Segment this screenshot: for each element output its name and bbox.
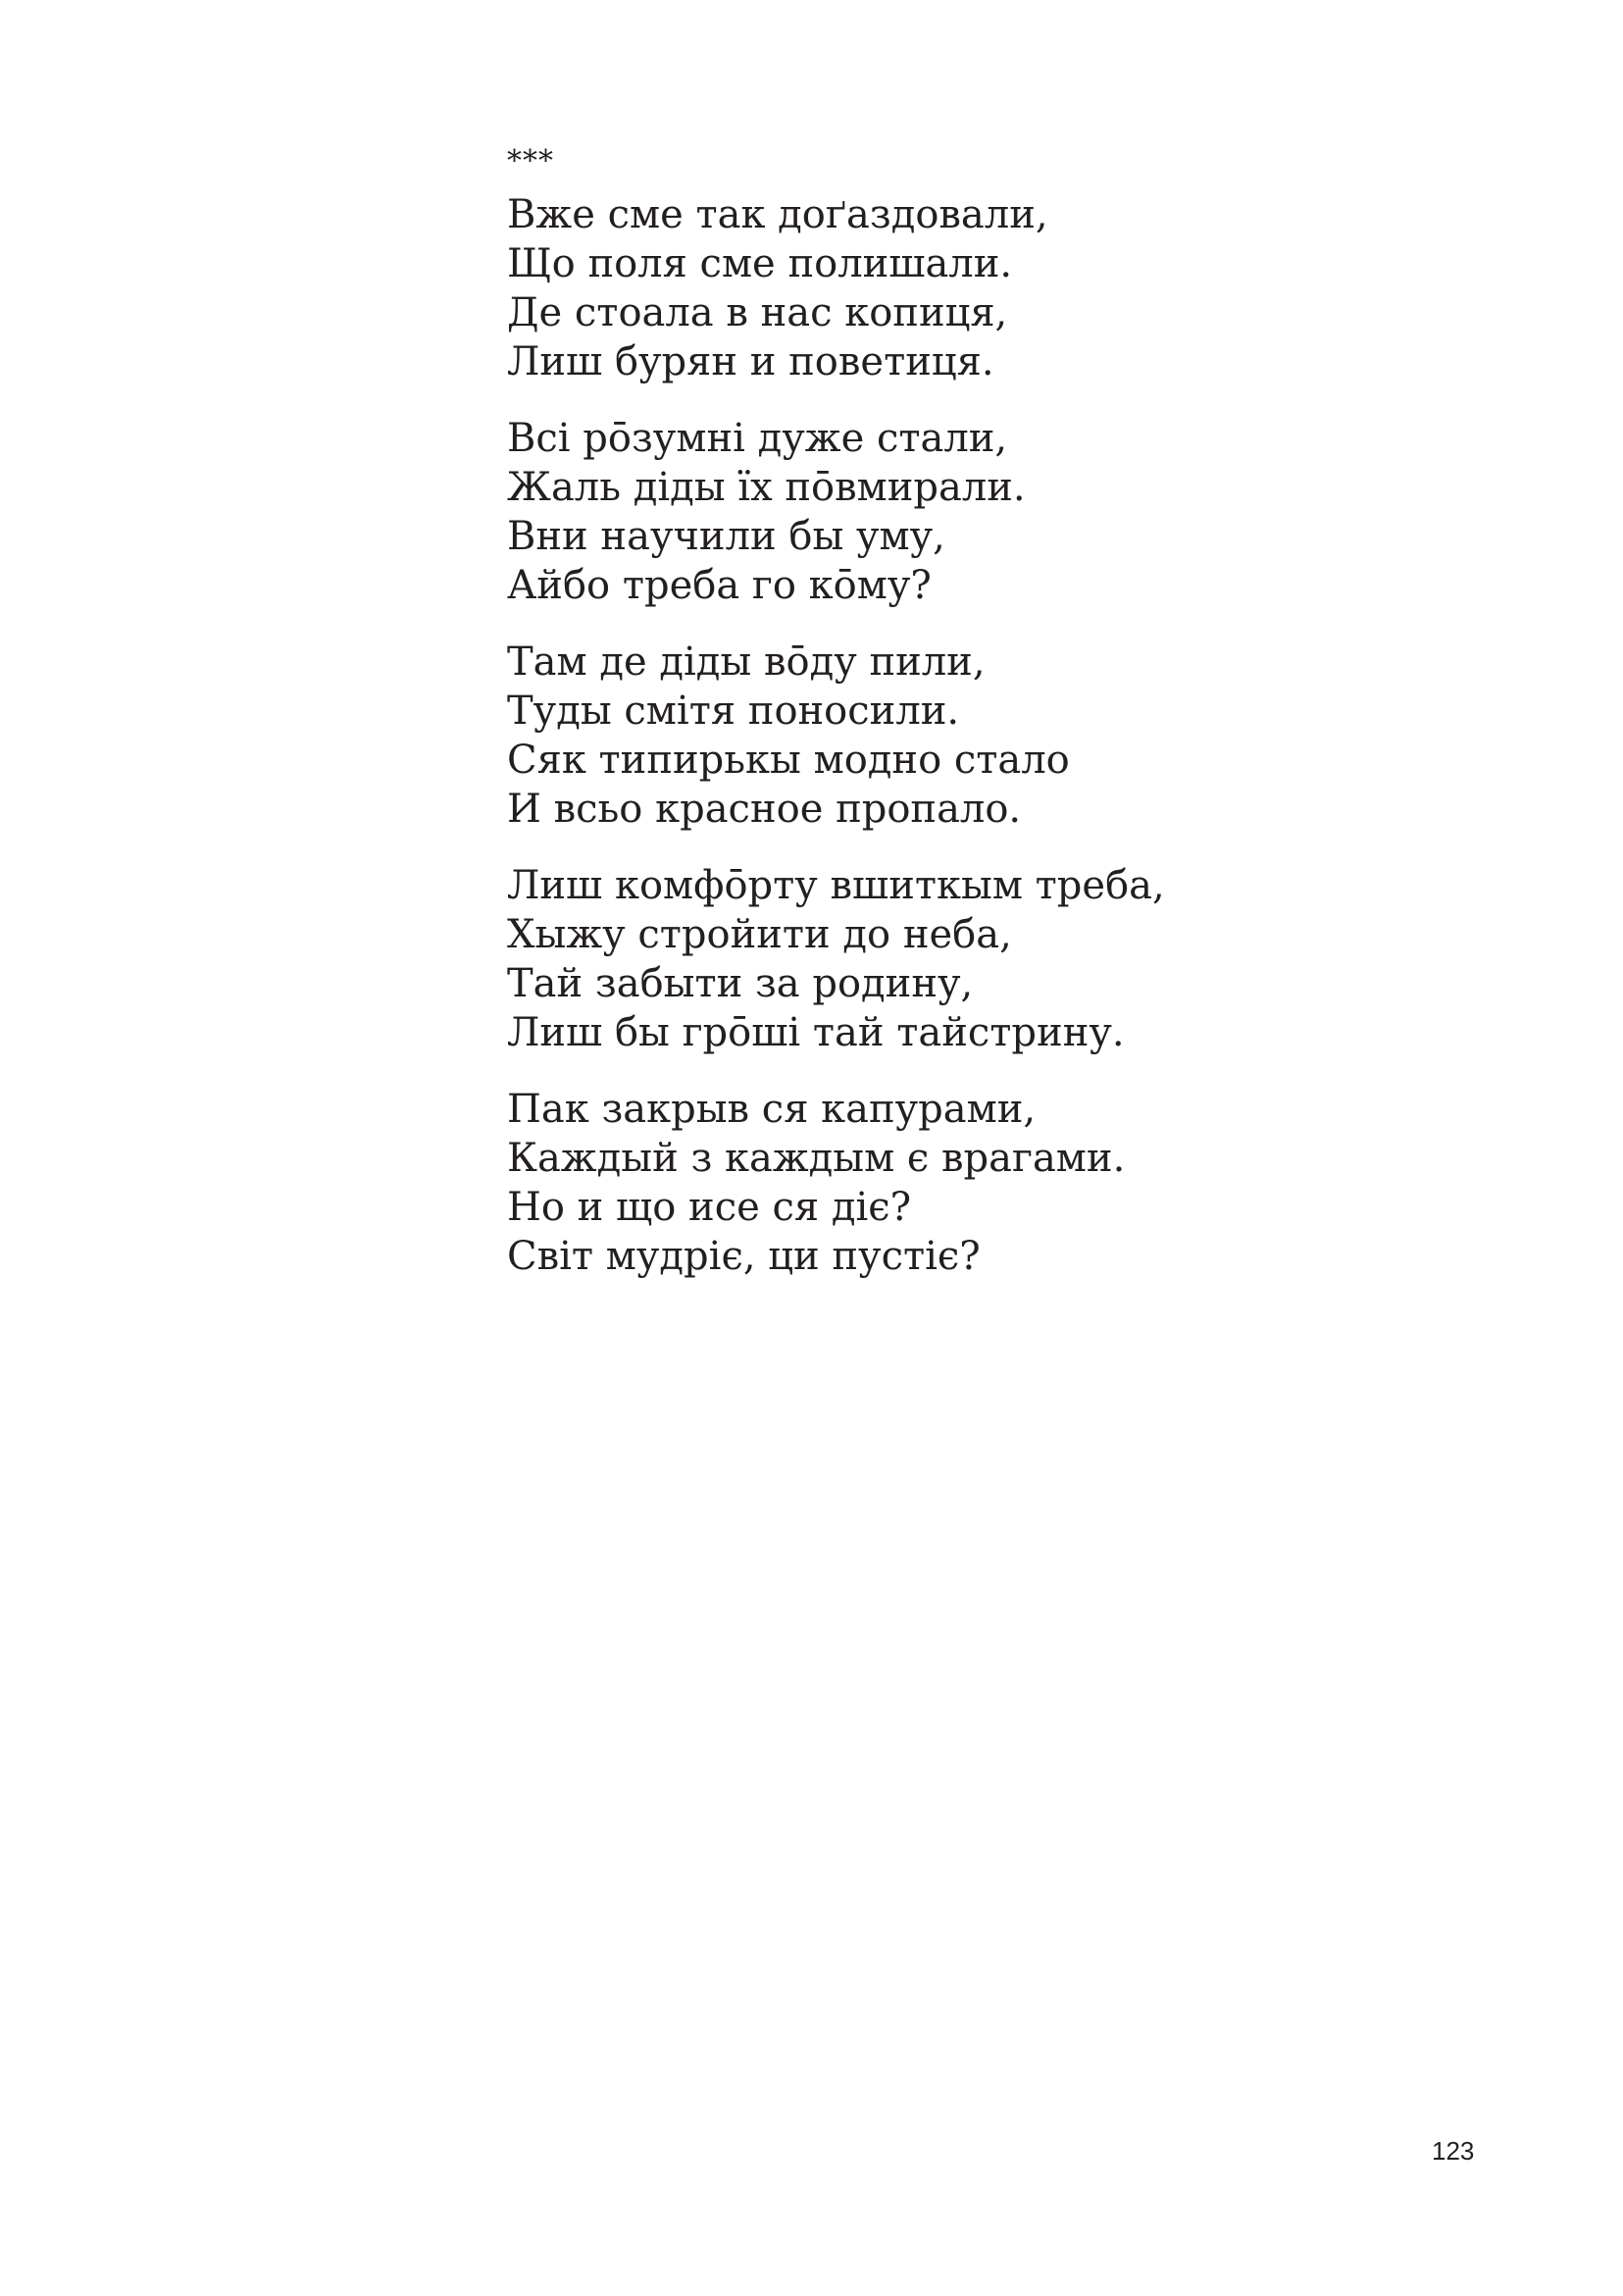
poem-line: Вни научили бы уму, [507, 514, 945, 559]
poem-line: Айбо треба го кōму? [507, 563, 932, 608]
poem-line: Що поля сме полишали. [507, 241, 1013, 286]
poem-line: Де стоала в нас копиця, [507, 290, 1008, 335]
poem-separator: *** [507, 144, 554, 179]
poem-line: Пак закрыв ся капурами, [507, 1087, 1037, 1132]
poem-line: Там де діды вōду пили, [507, 639, 986, 685]
poem-line: И всьо красное пропало. [507, 787, 1022, 832]
poem-line: Лиш комфōрту вшиткым треба, [507, 863, 1165, 908]
poem [507, 144, 1488, 1308]
stanza-5 [507, 1085, 1488, 1281]
poem-line: Но и що исе ся діє? [507, 1185, 912, 1230]
stanza-3 [507, 638, 1488, 834]
poem-line: Всі рōзумні дуже стали, [507, 416, 1008, 461]
page-number: 123 [1432, 2136, 1475, 2166]
poem-line: Світ мудріє, ци пустіє? [507, 1234, 981, 1279]
stanza-4 [507, 861, 1488, 1057]
poem-line: Лиш бы грōші тай тайстрину. [507, 1010, 1125, 1055]
poem-line: Вже сме так доґаздовали, [507, 192, 1048, 237]
poem-line: Хыжу стройити до неба, [507, 912, 1012, 957]
poem-line: Тай забыти за родину, [507, 961, 974, 1006]
poem-line: Туды смітя поносили. [507, 689, 960, 734]
stanza-1 [507, 190, 1488, 386]
poem-line: Каждый з каждым є врагами. [507, 1136, 1126, 1181]
poem-line: Сяк типирькы модно стало [507, 738, 1070, 783]
poem-line: Лиш бурян и поветиця. [507, 339, 994, 384]
stanza-2 [507, 414, 1488, 610]
poem-line: Жаль діды їх пōвмирали. [507, 465, 1026, 510]
